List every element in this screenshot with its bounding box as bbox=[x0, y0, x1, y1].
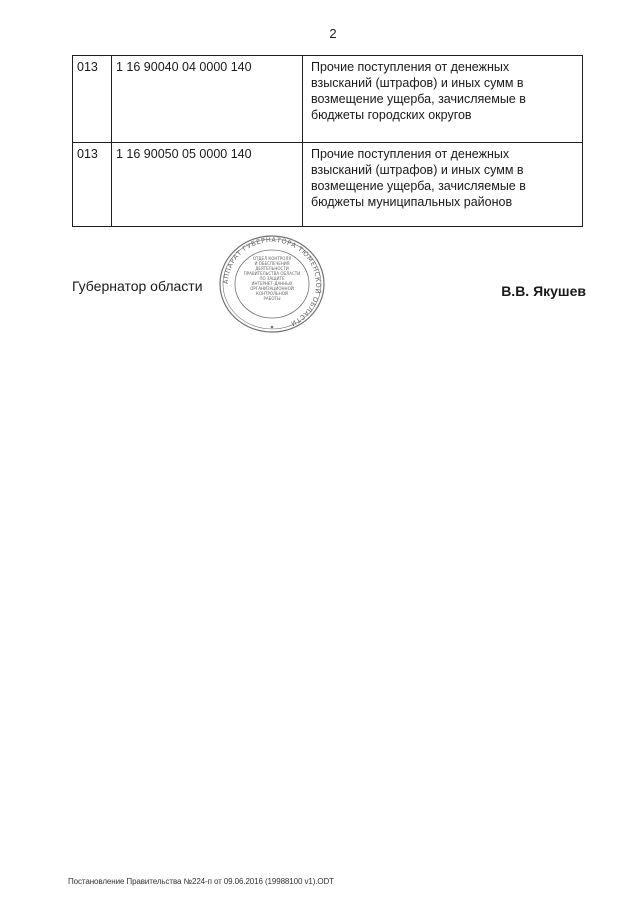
table-cell-budget-code: 1 16 90040 04 0000 140 bbox=[112, 56, 303, 143]
table-cell-description: Прочие поступления от денежных взысканий (штрафов) и иных сумм в возмещение ущерба, зачисляемые в бюджеты городских округов bbox=[303, 56, 583, 143]
stamp-inner-line: РАБОТЫ bbox=[263, 296, 281, 301]
stamp-inner-line: ПО ЗАЩИТЕ bbox=[259, 276, 285, 281]
table-row bbox=[73, 56, 583, 143]
table-cell-admin-code: 013 bbox=[73, 143, 112, 227]
signer-name: В.В. Якушев bbox=[501, 283, 586, 299]
stamp-inner-line: КОНТРОЛЬНОЙ bbox=[256, 291, 288, 296]
stamp-inner-line: ИНТЕРНЕТ-ДАННЫХ bbox=[251, 281, 293, 286]
stamp-outer-text: АППАРАТ ГУБЕРНАТОРА ТЮМЕНСКОЙ ОБЛАСТИ bbox=[221, 235, 323, 328]
table-cell-admin-code: 013 bbox=[73, 56, 112, 143]
stamp-inner-line: И ОБЕСПЕЧЕНИЯ bbox=[254, 261, 290, 266]
stamp-inner-line: ОРГАНИЗАЦИОННОЙ bbox=[250, 286, 294, 291]
stamp-inner-line: ОТДЕЛ КОНТРОЛЯ bbox=[252, 256, 292, 261]
document-footer: Постановление Правительства №224-п от 09.06.2016 (19988100 v1).ODT bbox=[68, 877, 334, 886]
table-cell-description: Прочие поступления от денежных взысканий (штрафов) и иных сумм в возмещение ущерба, зачисляемые в бюджеты муниципальных районов bbox=[303, 143, 583, 227]
table-row bbox=[73, 143, 583, 227]
page-number: 2 bbox=[329, 26, 337, 41]
stamp-inner-line: ДЕЯТЕЛЬНОСТИ bbox=[255, 266, 289, 271]
table-cell-budget-code: 1 16 90050 05 0000 140 bbox=[112, 143, 303, 227]
official-stamp-icon bbox=[217, 234, 327, 334]
signer-position: Губернатор области bbox=[72, 278, 203, 294]
stamp-inner-line: ПРАВИТЕЛЬСТВА ОБЛАСТИ bbox=[243, 271, 301, 276]
codes-table bbox=[72, 55, 583, 227]
